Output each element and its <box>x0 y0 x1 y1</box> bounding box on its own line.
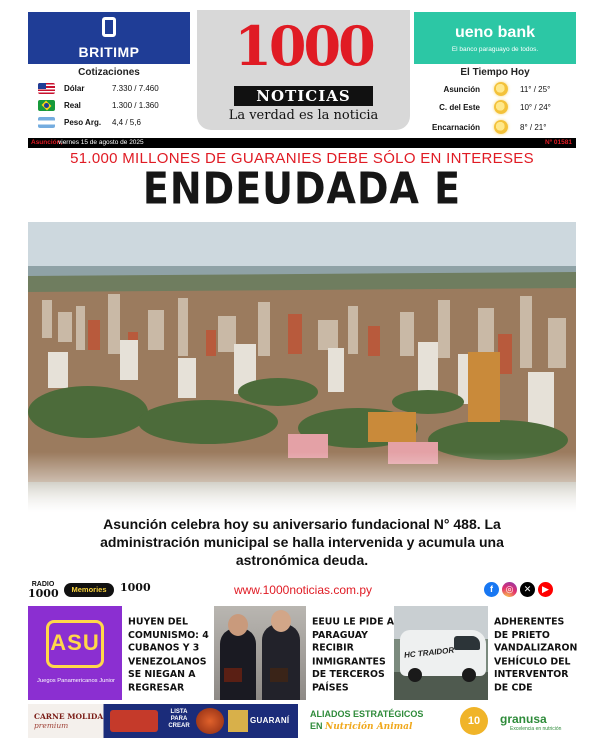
van-graffiti: HC TRAIDOR <box>403 645 455 660</box>
cotizacion-row <box>28 98 190 114</box>
lista-label: LISTA PARA CREAR <box>168 709 190 729</box>
currency-value: 4,4 / 5,6 <box>112 118 141 127</box>
website-url[interactable]: www.1000noticias.com.py <box>233 583 373 597</box>
dateline-city: Asunción, <box>31 139 63 146</box>
dateline-date: viernes 15 de agosto de 2025 <box>58 139 144 146</box>
currency-value: 7.330 / 7.460 <box>112 84 159 93</box>
ueno-bank-ad[interactable] <box>414 12 576 64</box>
news-title-eeuu[interactable]: EEUU LE PIDE A PARAGUAY RECIBIR INMIGRANTES DE TERCEROS PAÍSES <box>312 616 395 694</box>
us-flag-icon <box>38 83 55 94</box>
van-wheel <box>462 668 476 682</box>
weather-row <box>414 81 576 97</box>
currency-value: 1.300 / 1.360 <box>112 101 159 110</box>
granusa-line-2-prefix: EN <box>310 721 323 731</box>
weather-city: Encarnación <box>431 123 480 132</box>
masthead-tagline: La verdad es la noticia <box>228 108 379 123</box>
van-wheel <box>408 668 422 682</box>
cotizaciones-title: Cotizaciones <box>78 67 140 78</box>
ueno-slogan: El banco paraguayo de todos. <box>451 46 539 53</box>
asu-logo-text: ASU <box>50 630 100 655</box>
product-package <box>228 710 248 732</box>
granusa-line-1: ALIADOS ESTRATÉGICOS <box>310 709 424 719</box>
weather-row <box>414 99 576 115</box>
weather-temp: 10° / 24° <box>520 103 551 112</box>
radio-label: RADIO <box>31 581 55 588</box>
britimp-brand: BRITIMP <box>78 44 140 60</box>
granusa-slogan: Excelencia en nutrición <box>510 726 562 732</box>
van-window <box>454 636 480 650</box>
sun-icon <box>494 120 508 134</box>
main-headline[interactable]: ENDEUDADA E <box>142 163 462 214</box>
masthead-logo[interactable] <box>197 10 410 130</box>
guarani-brand: GUARANÍ <box>250 716 290 725</box>
signed-document <box>270 668 288 682</box>
instagram-icon[interactable]: ◎ <box>502 582 517 597</box>
br-flag-icon <box>38 100 55 111</box>
person-head <box>228 614 248 636</box>
photo-fade <box>28 452 576 512</box>
person-head <box>271 610 291 632</box>
signed-document <box>224 668 242 682</box>
radio-number: 1000 <box>28 587 59 600</box>
city-aerial-photo[interactable] <box>28 222 576 512</box>
carne-sub: premium <box>34 721 69 730</box>
news-image-van[interactable] <box>394 606 488 700</box>
memories-logo[interactable]: Memories <box>64 583 114 597</box>
currency-name: Real <box>64 101 81 110</box>
granusa-brand: granusa <box>500 712 547 726</box>
ueno-brand: ueno bank <box>454 24 535 41</box>
weather-row <box>414 119 576 135</box>
currency-name: Dólar <box>64 84 85 93</box>
headline-kicker: 51.000 MILLONES DE GUARANIES DEBE SÓLO EN INTERESES <box>70 150 534 167</box>
edition-number: Nº 01581 <box>545 139 572 146</box>
person-figure <box>262 624 300 700</box>
youtube-icon[interactable]: ▶ <box>538 582 553 597</box>
weather-temp: 8° / 21° <box>520 123 547 132</box>
ar-flag-icon <box>38 117 55 128</box>
tv-1000-logo[interactable]: 1000 <box>120 581 151 594</box>
news-title-prieto[interactable]: ADHERENTES DE PRIETO VANDALIZARON VEHÍCULO DEL INTERVENTOR DE CDE <box>494 616 578 694</box>
cotizacion-row <box>28 81 190 97</box>
currency-name: Peso Arg. <box>64 118 102 127</box>
facebook-icon[interactable]: f <box>484 582 499 597</box>
weather-city: Asunción <box>443 85 480 94</box>
britimp-logo-icon <box>102 17 116 37</box>
news-title-cubanos[interactable]: HUYEN DEL COMUNISMO: 4 CUBANOS Y 3 VENEZOLANOS SE NIEGAN A REGRESAR <box>128 616 209 694</box>
news-image-politicians[interactable] <box>214 606 306 700</box>
masthead-number: 1000 <box>234 14 373 78</box>
lead-deck: Asunción celebra hoy su aniversario fundacional N° 488. La administración municipal se halla intervenida y acumula una astronómica deuda. <box>100 516 504 568</box>
granusa-ad[interactable] <box>304 704 576 738</box>
granusa-line-2 <box>310 721 412 732</box>
x-icon[interactable]: ✕ <box>520 582 535 597</box>
brand-strip <box>28 578 576 602</box>
carne-name: CARNE MOLIDA <box>34 712 104 721</box>
weather-title: El Tiempo Hoy <box>460 67 530 78</box>
granusa-line-2-em: Nutrición Animal <box>325 722 413 732</box>
product-package <box>110 710 158 732</box>
anniversary-badge: 10 <box>460 707 488 735</box>
britimp-ad[interactable] <box>28 12 190 64</box>
asu-logo-label: Juegos Panamericanos Junior <box>37 678 115 684</box>
sun-icon <box>494 82 508 96</box>
weather-temp: 11° / 25° <box>520 85 551 94</box>
cotizacion-row <box>28 115 190 131</box>
food-bowl <box>196 708 224 734</box>
news-image-asu[interactable] <box>28 606 122 700</box>
sun-icon <box>494 100 508 114</box>
person-figure <box>220 628 256 700</box>
radio-1000-logo[interactable] <box>28 580 58 600</box>
guarani-carne-ad[interactable] <box>28 704 298 738</box>
dateline-bar <box>28 138 576 148</box>
masthead-name: NOTICIAS <box>234 86 373 106</box>
header <box>0 0 600 138</box>
weather-city: C. del Este <box>439 103 480 112</box>
